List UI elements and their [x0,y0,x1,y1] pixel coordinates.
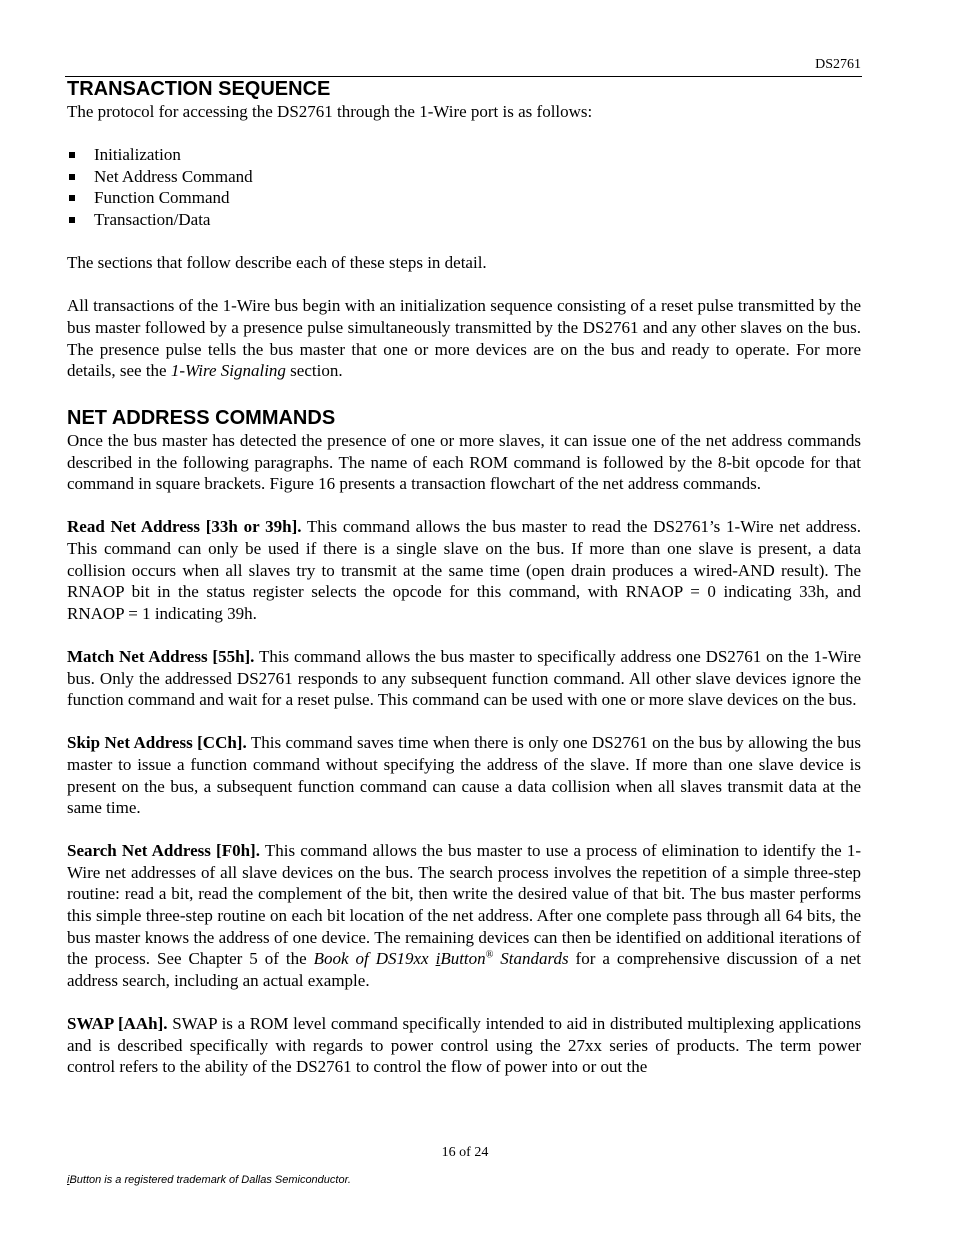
paragraph: The sections that follow describe each of these steps in detail. [67,253,487,273]
command-search-net-address: Search Net Address [F0h]. This command allows the bus master to use a process of elimination to identify the 1-Wire net addresses of all slave devices on the bus. The search process involves the repetition of a simple three-step routine: read a bit, read the complement of the bit, then write the desired value of that bit. The bus master performs this simple three-step routine on each bit location of the net address. After one complete pass through all 64 bits, the bus master knows the address of one device. The remaining devices can then be identified on additional iterations of the process. See Chapter 5 of the Book of DS19xx iButton® Standards for a comprehensive discussion of a net address search, including an actual example. [67,841,861,990]
list-item: Function Command [67,187,861,209]
page-number: 16 of 24 [441,1145,489,1160]
list-item: Transaction/Data [67,209,861,231]
bullet-icon [69,174,75,180]
command-read-net-address: Read Net Address [33h or 39h]. This command allows the bus master to read the DS2761’s 1-Wire net address. This command can only be used if there is a single slave on the bus. If more than one slave is present, a data collision occurs when all slaves try to transmit at the same time (open drain produces a wired-AND result). The RNAOP bit in the status register selects the opcode for this command, with RNAOP = 0 indicating 33h, and RNAOP = 1 indicating 39h. [67,517,861,623]
paragraph: Once the bus master has detected the presence of one or more slaves, it can issue one of the net address commands described in the following paragraphs. The name of each ROM command is followed by the 8-bit opcode for that command in square brackets. Figure 16 presents a transaction flowchart of the net address commands. [67,431,861,494]
step-list [67,144,861,230]
command-swap: SWAP [AAh]. SWAP is a ROM level command specifically intended to aid in distributed multiplexing applications and is described specifically with regards to power control using the 27xx series of products. The term power control refers to the ability of the DS2761 to control the flow of power into or out the [67,1014,862,1077]
book-title: Book of DS19xx iButton® Standards [313,949,569,969]
document-id: DS2761 [815,57,861,72]
list-item: Net Address Command [67,166,861,188]
section-heading: TRANSACTION SEQUENCE [67,78,331,100]
footnote: iButton is a registered trademark of Dallas Semiconductor. [67,1174,351,1186]
section-heading: NET ADDRESS COMMANDS [67,407,336,429]
section-reference: 1-Wire Signaling [170,361,286,381]
bullet-icon [69,195,75,201]
list-item: Initialization [67,144,861,166]
bullet-icon [69,217,75,223]
section-net-address-commands [67,406,861,1078]
command-match-net-address: Match Net Address [55h]. This command allows the bus master to specifically address one DS2761 on the 1-Wire bus. Only the addressed DS2761 responds to any subsequent function command. All other slave devices ignore the function command and wait for a reset pulse. This command can be used with one or more slave devices on the bus. [67,646,861,710]
command-skip-net-address: Skip Net Address [CCh]. This command saves time when there is only one DS2761 on the bus by allowing the bus master to issue a function command without specifying the address of the slave. If more than one slave device is present on the bus, a subsequent function command can cause a data collision when all slaves transmit data at the same time. [67,733,861,818]
paragraph: The protocol for accessing the DS2761 through the 1-Wire port is as follows: [67,102,593,121]
bullet-icon [69,152,75,158]
section-transaction-sequence [67,77,861,382]
paragraph: All transactions of the 1-Wire bus begin with an initialization sequence consisting of a reset pulse transmitted by the bus master followed by a presence pulse simultaneously transmitted by the DS2761 and any other slaves on the bus. The presence pulse tells the bus master that one or more devices are on the bus and ready to operate. For more details, see the 1-Wire Signaling section. [67,296,861,381]
